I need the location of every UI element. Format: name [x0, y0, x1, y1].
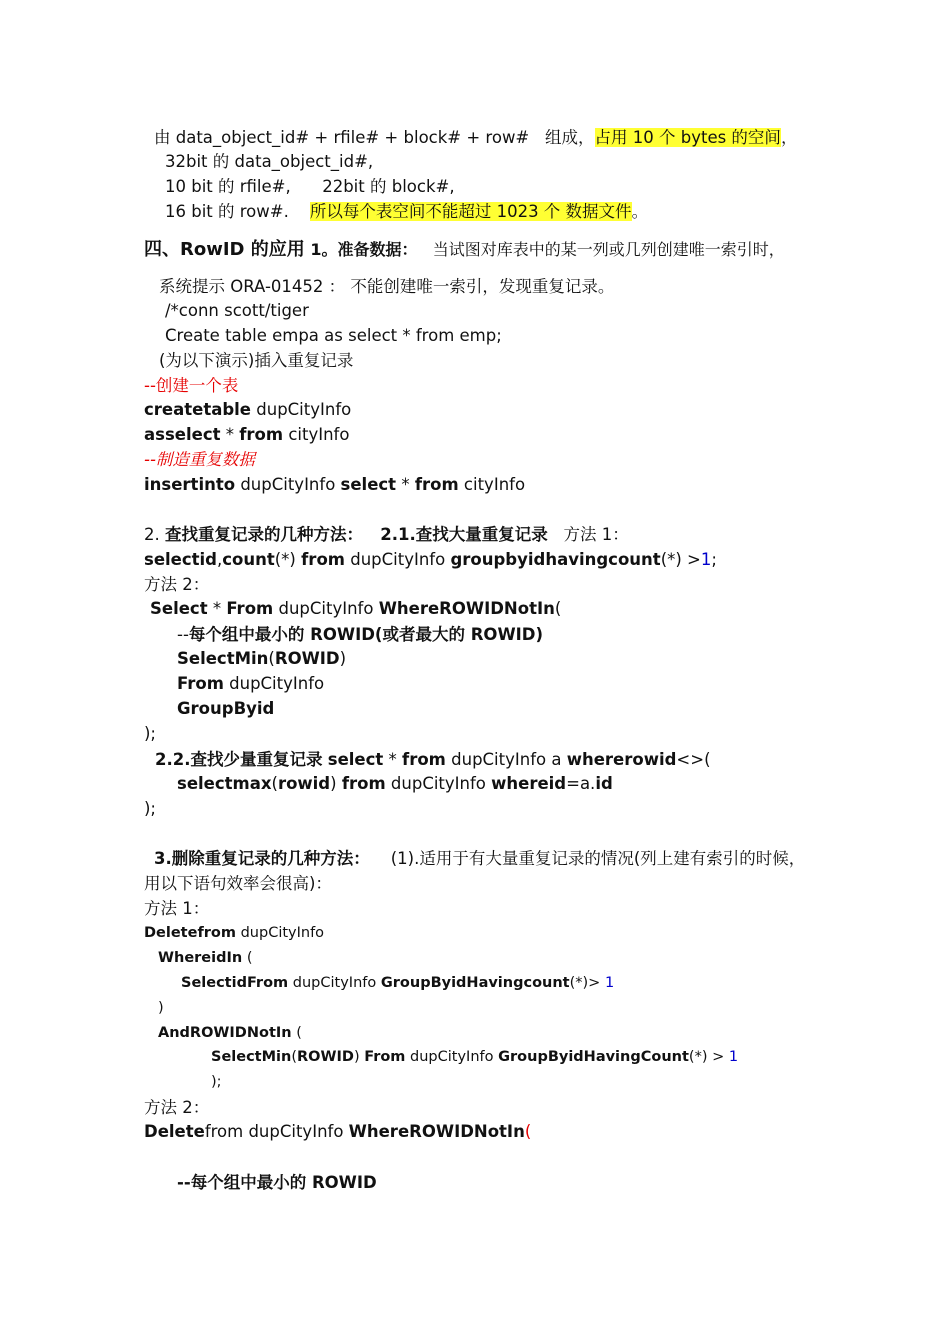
code-text: dupCityInfo [385, 774, 492, 793]
code-line [144, 922, 324, 944]
code-line: ); [144, 799, 156, 818]
code-text: cityInfo [458, 475, 526, 494]
code-line [155, 749, 711, 771]
text-line: 系统提示 ORA-01452 ： 不能创建唯一索引，发现重复记录。 [159, 277, 615, 296]
keyword: selectid [144, 550, 217, 569]
code-line [144, 1121, 531, 1143]
keyword: select [327, 750, 384, 769]
code-text: dupCityInfo [273, 599, 379, 618]
keyword: ROWID [297, 1049, 354, 1065]
keyword: from [301, 550, 345, 569]
code-text: (*) > [660, 550, 701, 569]
code-text: ) [339, 649, 347, 668]
code-text: dupCityInfo a [445, 750, 567, 769]
keyword: createtable [144, 400, 252, 419]
keyword: GroupByidHavingcount [380, 975, 570, 991]
rowid-composition-line [154, 127, 797, 149]
code-text: ) [330, 774, 342, 793]
code-text: * [396, 475, 415, 494]
highlighted-text: 所以每个表空间不能超过 1023 个 数据文件 [309, 202, 632, 221]
text-line: (为以下演示)插入重复记录 [159, 351, 354, 370]
code-text: from dupCityInfo [204, 1122, 349, 1141]
code-line: ); [144, 724, 156, 743]
keyword: count [222, 550, 275, 569]
text-line [165, 201, 648, 223]
code-text: ( [291, 1025, 302, 1041]
code-text: dupCityInfo [288, 975, 381, 991]
keyword: SelectMin [211, 1049, 292, 1065]
code-text: ( [268, 649, 275, 668]
text: 方法 1： [547, 525, 629, 544]
number-literal: 1 [728, 1049, 739, 1065]
code-comment: --制造重复数据 [144, 450, 255, 469]
code-line [144, 549, 717, 571]
keyword: WhereidIn [158, 950, 243, 966]
code-text: dupCityInfo [235, 925, 325, 941]
code-text: dupCityInfo [235, 475, 341, 494]
comment-text: 每个组中最小的 ROWID(或者最大的 ROWID) [188, 625, 544, 644]
highlighted-text: 占用 10 个 bytes 的空间 [594, 128, 781, 147]
text-line: /*conn scott/tiger [165, 301, 309, 320]
code-text: * [220, 425, 240, 444]
code-text: cityInfo [283, 425, 350, 444]
code-text: (*) > [688, 1049, 729, 1065]
keyword: Deletefrom [144, 925, 236, 941]
keyword: From [364, 1049, 406, 1065]
keyword: From [177, 674, 224, 693]
keyword: selectmax [177, 774, 272, 793]
keyword: from [341, 774, 386, 793]
subheading-text: 1。准备数据： [304, 240, 418, 259]
code-text: * [383, 750, 403, 769]
keyword: from [239, 425, 284, 444]
keyword: AndROWIDNotIn [158, 1025, 292, 1041]
heading-text: 四、RowID 的应用 [144, 239, 305, 260]
code-text: ( [524, 1122, 532, 1141]
code-line [177, 773, 613, 795]
code-text: * [207, 599, 227, 618]
code-text: ( [554, 599, 562, 618]
code-line: ) [158, 1000, 164, 1016]
heading-text: 查找重复记录的几种方法： 2.1.查找大量重复记录 [165, 525, 548, 544]
keyword: insertinto [144, 475, 236, 494]
text: 当试图对库表中的某一列或几列创建唯一索引时， [417, 240, 785, 259]
code-text: ) [353, 1049, 365, 1065]
keyword: WhereROWIDNotIn [378, 599, 555, 618]
code-text: -- [177, 625, 189, 644]
code-line [158, 1022, 302, 1044]
keyword: GroupByidHavingCount [498, 1049, 689, 1065]
text: 由 data_object_id# + rfile# + block# + row# 组成， [154, 128, 595, 147]
heading-text: 3.删除重复记录的几种方法： [154, 849, 370, 868]
text-line: 10 bit 的 rfile#, 22bit 的 block#, [165, 177, 455, 196]
keyword: id [595, 774, 613, 793]
code-comment [177, 624, 543, 646]
keyword: asselect [144, 425, 221, 444]
number-literal: 1 [700, 550, 712, 569]
keyword: whererowid [566, 750, 677, 769]
code-line [144, 474, 525, 496]
text-line: 用以下语句效率会很高)： [144, 874, 332, 893]
code-text: ( [242, 950, 253, 966]
code-text: ( [291, 1049, 298, 1065]
code-text: <>( [676, 750, 711, 769]
code-comment: --每个组中最小的 ROWID [177, 1173, 377, 1192]
text: 2. [144, 525, 165, 544]
keyword: select [340, 475, 397, 494]
code-text: (*)> [569, 975, 605, 991]
code-text: =a. [566, 774, 596, 793]
section-heading [144, 239, 785, 261]
code-line [150, 598, 561, 620]
keyword: from [402, 750, 446, 769]
keyword: Select [150, 599, 208, 618]
code-line [177, 648, 346, 670]
code-text: , [217, 550, 223, 569]
heading-text: 2.2.查找少量重复记录 [155, 750, 323, 769]
code-text: dupCityInfo [223, 674, 325, 693]
code-comment: --创建一个表 [144, 376, 239, 395]
code-text: ( [271, 774, 278, 793]
keyword: from [414, 475, 459, 494]
text-line: 方法 2： [144, 575, 210, 594]
section-heading [144, 524, 629, 546]
code-line [144, 399, 351, 421]
keyword: groupbyidhavingcount [450, 550, 661, 569]
code-text: dupCityInfo [251, 400, 352, 419]
code-text: ; [711, 550, 717, 569]
code-line: ); [211, 1074, 222, 1090]
keyword: Delete [144, 1122, 205, 1141]
text: (1).适用于有大量重复记录的情况(列上建有索引的时候， [369, 849, 806, 868]
text-line: 方法 2： [144, 1098, 210, 1117]
number-literal: 1 [604, 975, 615, 991]
keyword: From [226, 599, 274, 618]
keyword: ROWID [274, 649, 340, 668]
code-line: GroupByid [177, 699, 275, 718]
text-line: 32bit 的 data_object_id#, [165, 152, 374, 171]
text: 。 [631, 202, 649, 221]
keyword: WhereROWIDNotIn [348, 1122, 525, 1141]
text: 16 bit 的 row#. [165, 202, 310, 221]
code-line [181, 972, 614, 994]
text-line: Create table empa as select * from emp; [165, 326, 502, 345]
text: ， [780, 128, 798, 147]
code-line [144, 424, 349, 446]
code-text: dupCityInfo [405, 1049, 499, 1065]
section-heading [154, 848, 805, 870]
code-line [158, 947, 253, 969]
text-line: 方法 1： [144, 899, 210, 918]
keyword: whereid [491, 774, 567, 793]
keyword: SelectidFrom [181, 975, 289, 991]
keyword: rowid [277, 774, 331, 793]
code-line [211, 1046, 738, 1068]
keyword: SelectMin [177, 649, 269, 668]
code-text: dupCityInfo [344, 550, 451, 569]
code-text: (*) [274, 550, 302, 569]
code-line [177, 673, 324, 695]
